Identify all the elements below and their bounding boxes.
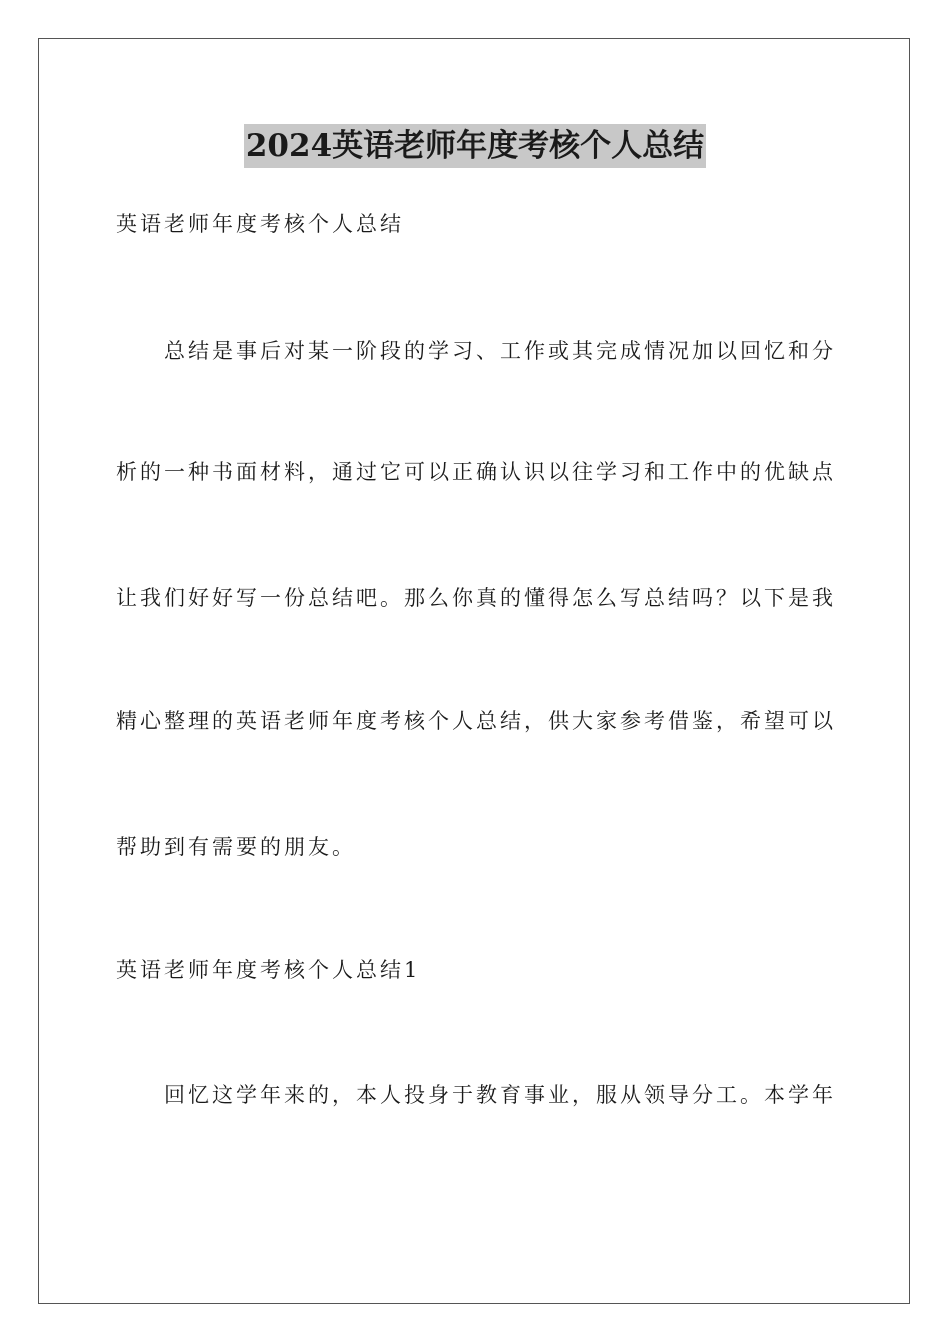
document-title: 2024英语老师年度考核个人总结	[244, 124, 706, 168]
document-subtitle: 英语老师年度考核个人总结	[116, 212, 404, 236]
paragraph-line: 总结是事后对某一阶段的学习、工作或其完成情况加以回忆和分	[164, 339, 836, 363]
title-container	[0, 124, 950, 168]
paragraph-line: 析的一种书面材料，通过它可以正确认识以往学习和工作中的优缺点	[116, 460, 836, 484]
paragraph-line: 精心整理的英语老师年度考核个人总结，供大家参考借鉴，希望可以	[116, 709, 836, 733]
section-heading: 英语老师年度考核个人总结1	[116, 958, 421, 982]
paragraph-line: 回忆这学年来的，本人投身于教育事业，服从领导分工。本学年	[164, 1083, 836, 1107]
paragraph-line: 让我们好好写一份总结吧。那么你真的懂得怎么写总结吗？以下是我	[116, 586, 836, 610]
paragraph-line: 帮助到有需要的朋友。	[116, 835, 356, 859]
